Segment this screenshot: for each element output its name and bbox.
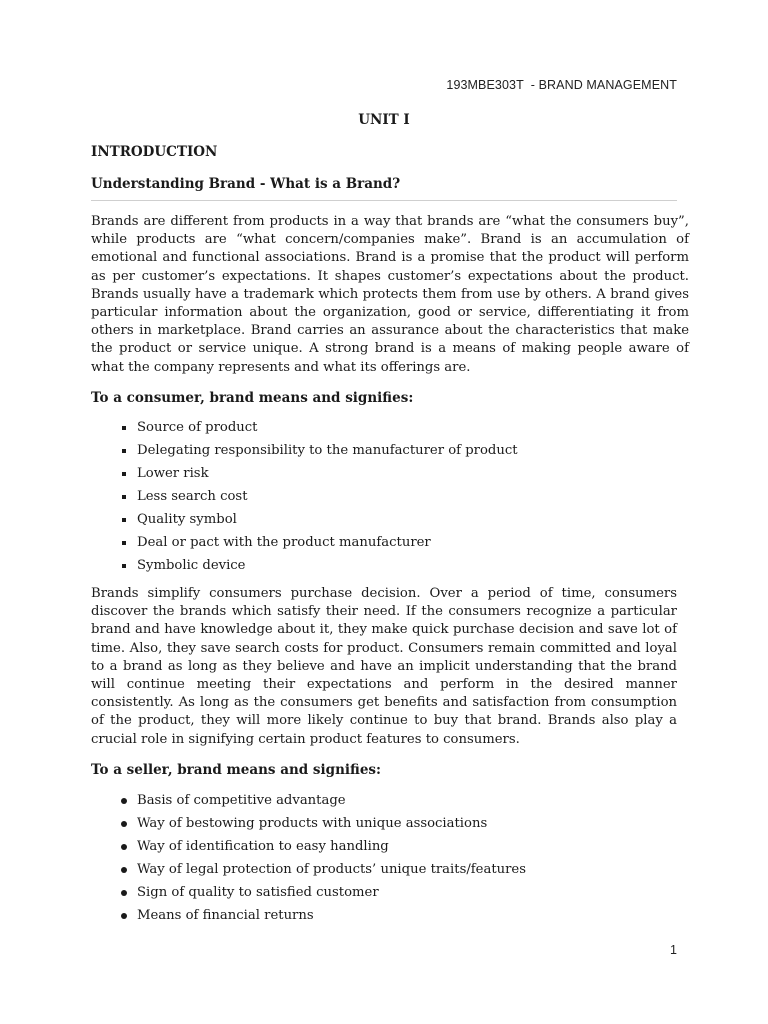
page-number: 1: [670, 943, 677, 957]
list-item: [120, 465, 518, 488]
brand-definition-paragraph: Brands are different from products in a way that brands are “what the consumers buy”, while products are “what concern/companies make”. Brand is an accumulation of emotional and functional associations. Brand is a promise that the product will perform as per customer’s expectations. It shapes customer’s expectations about the product. Brands usually have a trademark which protects them from use by others. A brand gives particular information about the organization, good or service, differentiating it from others in marketplace. Brand carries an assurance about the characteristics that make the product or service unique. A strong brand is a means of making people aware of what the company represents and what its offerings are.: [91, 214, 689, 375]
list-item-text: Source of product: [137, 420, 258, 435]
list-item-text: Way of identification to easy handling: [137, 839, 389, 854]
consumer-benefits-paragraph: Brands simplify consumers purchase decision. Over a period of time, consumers discover the brands which satisfy their need. If the consumers recognize a particular brand and have knowledge about it, they make quick purchase decision and save lot of time. Also, they save search costs for product. Consumers remain committed and loyal to a brand as long as they believe and have an implicit understanding that the brand will continue meeting their expectations and perform in the desired manner consistently. As long as the consumers get benefits and satisfaction from consumption of the product, they will more likely continue to buy that brand. Brands also play a crucial role in signifying certain product features to consumers.: [91, 586, 677, 747]
list-item: [120, 488, 518, 511]
seller-list: [120, 792, 526, 930]
what-is-brand-heading: Understanding Brand - What is a Brand?: [91, 176, 401, 192]
section-divider: [91, 200, 677, 201]
course-code-header: 193MBE303T - BRAND MANAGEMENT: [446, 78, 677, 92]
list-item-text: Deal or pact with the product manufacturer: [137, 535, 431, 550]
list-item-text: Means of financial returns: [137, 908, 314, 923]
list-item: [120, 534, 518, 557]
list-item-text: Delegating responsibility to the manufacturer of product: [137, 443, 518, 458]
list-item: [120, 511, 518, 534]
list-item: [120, 884, 526, 907]
list-item-text: Basis of competitive advantage: [137, 793, 346, 808]
introduction-heading: INTRODUCTION: [91, 144, 218, 160]
consumer-list: [120, 419, 518, 580]
list-item: [120, 815, 526, 838]
list-item-text: Symbolic device: [137, 558, 246, 573]
unit-title: UNIT I: [358, 112, 410, 128]
list-item: [120, 419, 518, 442]
list-item-text: Way of legal protection of products’ unique traits/features: [137, 862, 526, 877]
list-item-text: Way of bestowing products with unique associations: [137, 816, 488, 831]
list-item: [120, 838, 526, 861]
list-item: [120, 792, 526, 815]
list-item-text: Lower risk: [137, 466, 209, 481]
list-item-text: Quality symbol: [137, 512, 237, 527]
list-item: [120, 442, 518, 465]
list-item: [120, 861, 526, 884]
list-item-text: Sign of quality to satisfied customer: [137, 885, 379, 900]
consumer-heading: To a consumer, brand means and signifies:: [91, 390, 414, 406]
list-item: [120, 907, 526, 930]
list-item-text: Less search cost: [137, 489, 248, 504]
seller-heading: To a seller, brand means and signifies:: [91, 762, 382, 778]
list-item: [120, 557, 518, 580]
